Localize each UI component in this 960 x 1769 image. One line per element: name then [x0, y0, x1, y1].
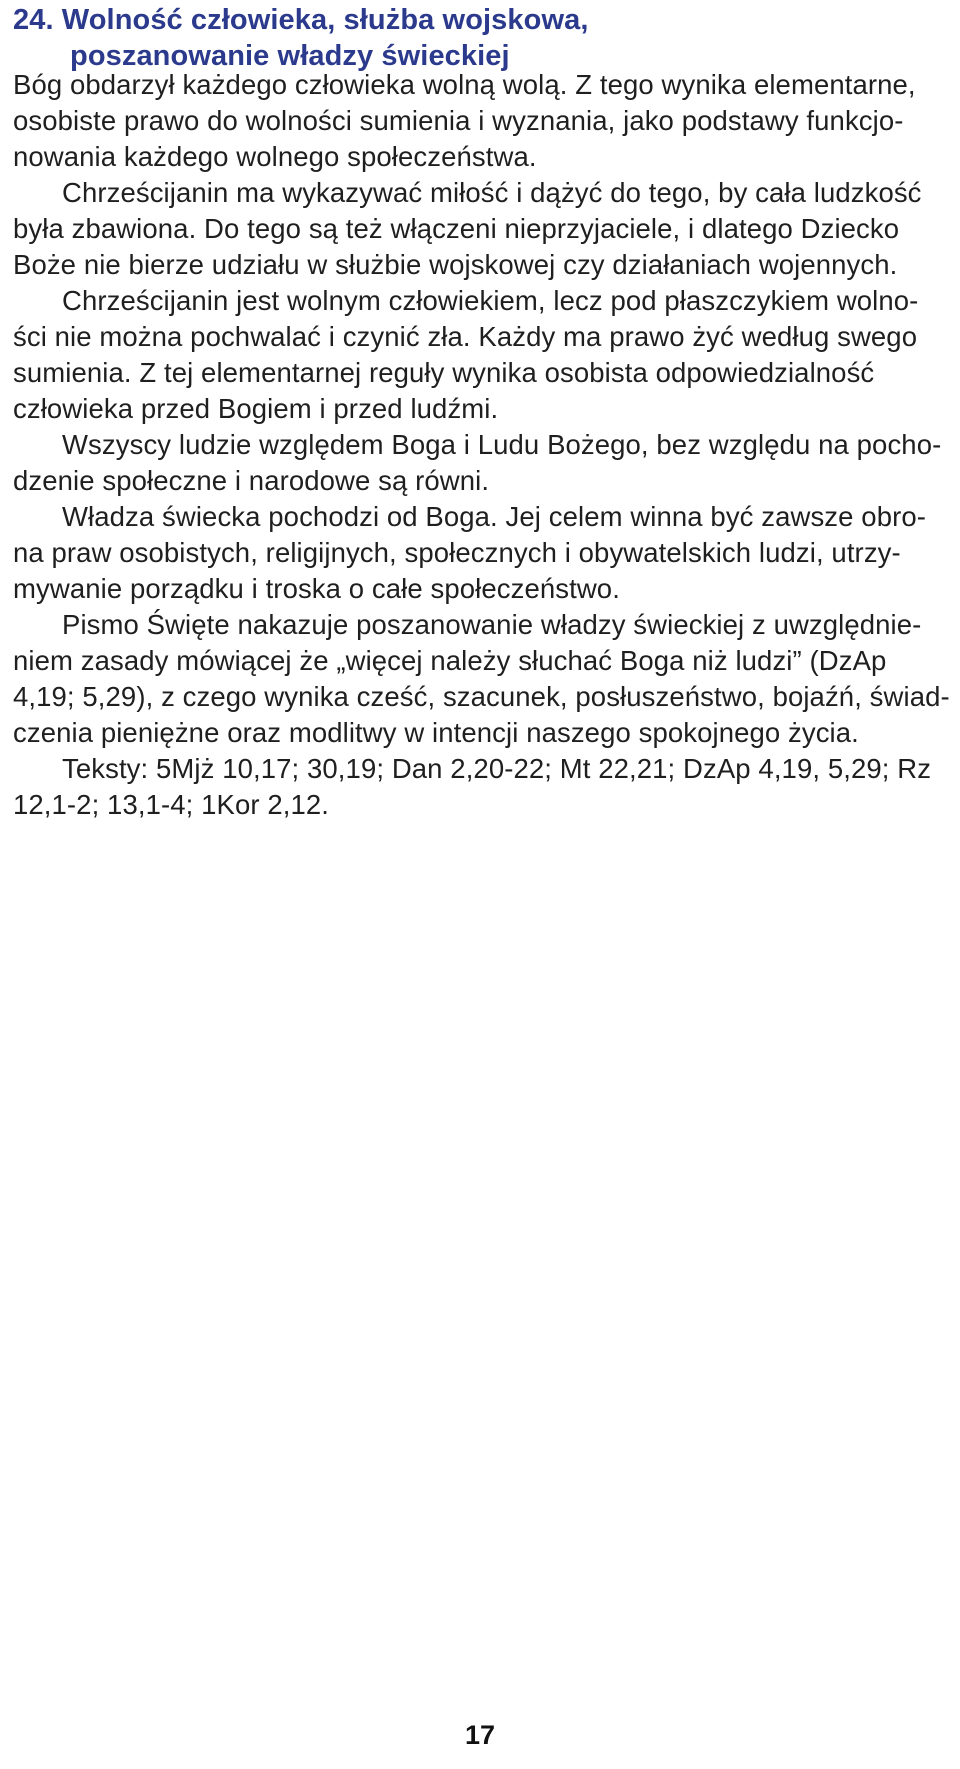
- paragraph-first-line: Władza świecka pochodzi od Boga. Jej celem winna być zawsze obro-: [62, 501, 926, 532]
- text-line: sumienia. Z tej elementarnej reguły wynika osobista odpowiedzialność: [13, 357, 875, 388]
- text-line: była zbawiona. Do tego są też włączeni nieprzyjaciele, i dlatego Dziecko: [13, 213, 900, 244]
- text-line: osobiste prawo do wolności sumienia i wyznania, jako podstawy funkcjo-: [13, 105, 904, 136]
- text-line: mywanie porządku i troska o całe społeczeństwo.: [13, 573, 620, 604]
- text-line: niem zasady mówiącej że „więcej należy słuchać Boga niż ludzi” (DzAp: [13, 645, 887, 676]
- heading-line-1: 24. Wolność człowieka, służba wojskowa,: [13, 4, 589, 36]
- paragraph-first-line: Chrześcijanin jest wolnym człowiekiem, lecz pod płaszczykiem wolno-: [62, 285, 919, 316]
- text-line: człowieka przed Bogiem i przed ludźmi.: [13, 393, 499, 424]
- text-line: czenia pieniężne oraz modlitwy w intencji naszego spokojnego życia.: [13, 717, 859, 748]
- section-heading: [13, 2, 943, 74]
- paragraph-first-line: Pismo Święte nakazuje poszanowanie władzy świeckiej z uwzględnie-: [62, 609, 922, 640]
- page-number: 17: [464, 1720, 496, 1750]
- references-line: 12,1-2; 13,1-4; 1Kor 2,12.: [13, 789, 330, 820]
- heading-line-2: poszanowanie władzy świeckiej: [70, 40, 510, 72]
- text-line: nowania każdego wolnego społeczeństwa.: [13, 141, 537, 172]
- paragraph-first-line: Wszyscy ludzie względem Boga i Ludu Bożego, bez względu na pocho-: [62, 429, 942, 460]
- paragraph-first-line: Chrześcijanin ma wykazywać miłość i dążyć do tego, by cała ludzkość: [62, 177, 922, 208]
- references-line: Teksty: 5Mjż 10,17; 30,19; Dan 2,20-22; Mt 22,21; DzAp 4,19, 5,29; Rz: [62, 753, 932, 784]
- text-line: ści nie można pochwalać i czynić zła. Każdy ma prawo żyć według swego: [13, 321, 918, 352]
- text-line: 4,19; 5,29), z czego wynika cześć, szacunek, posłuszeństwo, bojaźń, świad-: [13, 681, 950, 712]
- text-line: na praw osobistych, religijnych, społecznych i obywatelskich ludzi, utrzy-: [13, 537, 901, 568]
- text-line: Bóg obdarzył każdego człowieka wolną wolą. Z tego wynika elementarne,: [13, 69, 916, 100]
- text-line: dzenie społeczne i narodowe są równi.: [13, 465, 490, 496]
- text-line: Boże nie bierze udziału w służbie wojskowej czy działaniach wojennych.: [13, 249, 898, 280]
